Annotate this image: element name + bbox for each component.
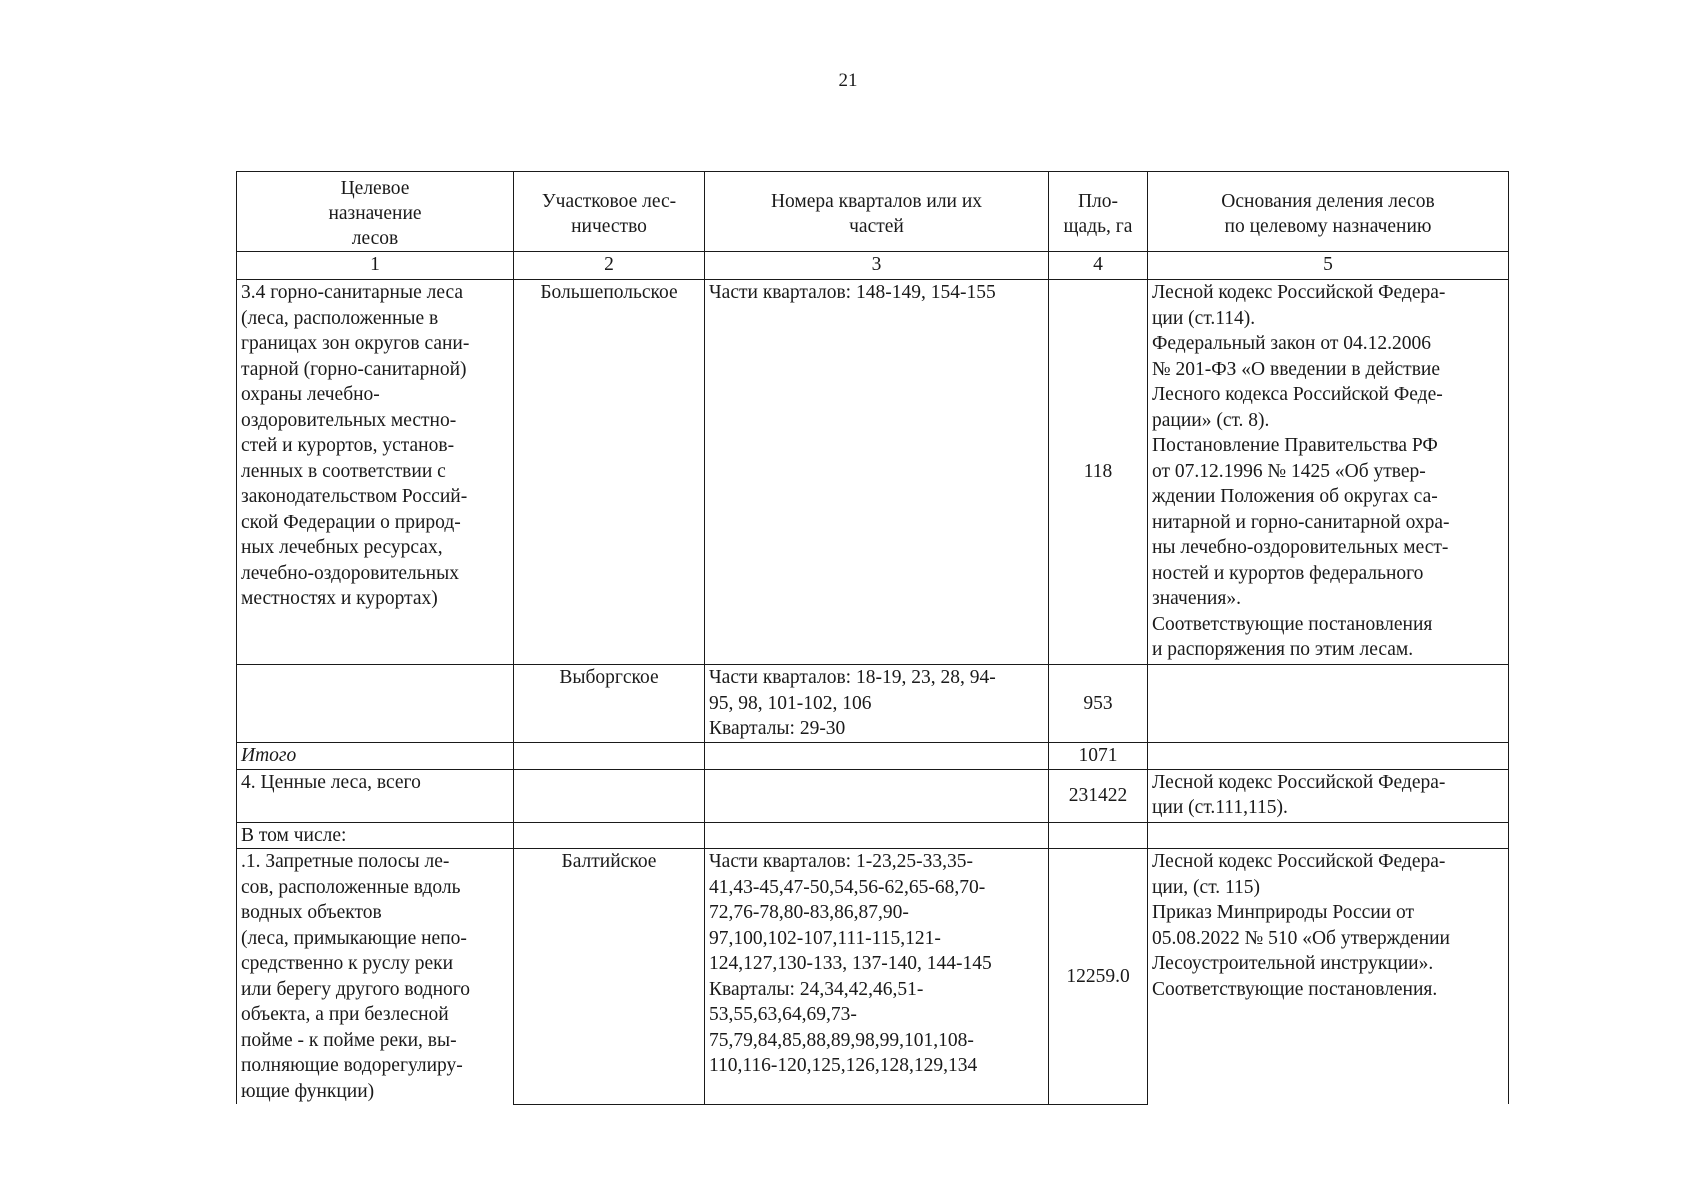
cell-purpose: В том числе: [237, 822, 514, 849]
cell-purpose: .1. Запретные полосы ле- сов, расположенные вдоль водных объектов (леса, примыкающие непо- средственно к руслу реки или берегу другого водного объекта, а при безлесной пойме - к пойме реки, вы- полняющие водорегулиру- ющие функции) [237, 849, 514, 1105]
table-row [237, 849, 1509, 1105]
table-row [237, 743, 1509, 770]
cell-forestry: Выборгское [514, 665, 705, 743]
cell-area: 12259.0 [1049, 849, 1148, 1105]
cell-basis: Лесной кодекс Российской Федера- ции, (ст. 115) Приказ Минприроды России от 05.08.2022 № 510 «Об утверждении Лесоустроительной инструкции». Соответствующие постановления. [1148, 849, 1509, 1105]
cell-purpose: 4. Ценные леса, всего [237, 769, 514, 822]
column-number-row [237, 252, 1509, 280]
cell-purpose: Итого [237, 743, 514, 770]
header-forestry: Участковое лес- ничество [514, 172, 705, 252]
cell-quarters: Части кварталов: 1-23,25-33,35- 41,43-45,47-50,54,56-62,65-68,70- 72,76-78,80-83,86,87,90- 97,100,102-107,111-115,121- 124,127,130-133, 137-140, 144-145 Кварталы: 24,34,42,46,51- 53,55,63,64,69,73- 75,79,84,85,88,89,98,99,101,108- 110,116-120,125,126,128,129,134 [705, 849, 1049, 1105]
column-number: 2 [514, 252, 705, 280]
column-number: 4 [1049, 252, 1148, 280]
header-row [237, 172, 1509, 252]
cell-forestry [514, 822, 705, 849]
cell-purpose: 3.4 горно-санитарные леса (леса, расположенные в границах зон округов сани- тарной (горно-санитарной) охраны лечебно- оздоровительных местно- стей и курортов, установ- ленных в соответствии с законодательством Россий- ской Федерации о природ- ных лечебных ресурсах, лечебно-оздоровительных местностях и курортах) [237, 280, 514, 665]
cell-forestry [514, 743, 705, 770]
column-number: 1 [237, 252, 514, 280]
cell-area: 231422 [1049, 769, 1148, 822]
forest-purpose-table [236, 171, 1509, 1105]
table-row [237, 822, 1509, 849]
cell-quarters [705, 769, 1049, 822]
cell-quarters: Части кварталов: 18-19, 23, 28, 94- 95, 98, 101-102, 106 Кварталы: 29-30 [705, 665, 1049, 743]
column-number: 3 [705, 252, 1049, 280]
cell-basis [1148, 822, 1509, 849]
table-row [237, 280, 1509, 665]
header-basis: Основания деления лесов по целевому назначению [1148, 172, 1509, 252]
header-area: Пло- щадь, га [1049, 172, 1148, 252]
cell-quarters: Части кварталов: 148-149, 154-155 [705, 280, 1049, 665]
page-number: 21 [838, 70, 858, 91]
cell-basis: Лесной кодекс Российской Федера- ции (ст.114). Федеральный закон от 04.12.2006 № 201-ФЗ «О введении в действие Лесного кодекса Российской Феде- рации» (ст. 8). Постановление Правительства РФ от 07.12.1996 № 1425 «Об утвер- ждении Положения об округах са- нитарной и горно-санитарной охра- ны лечебно-оздоровительных мест- ностей и курортов федерального значения». Соответствующие постановления и распоряжения по этим лесам. [1148, 280, 1509, 665]
cell-area: 953 [1049, 665, 1148, 743]
column-number: 5 [1148, 252, 1509, 280]
cell-purpose [237, 665, 514, 743]
header-quarters: Номера кварталов или их частей [705, 172, 1049, 252]
cell-area: 1071 [1049, 743, 1148, 770]
cell-area [1049, 822, 1148, 849]
cell-quarters [705, 822, 1049, 849]
header-purpose: Целевое назначение лесов [237, 172, 514, 252]
cell-basis [1148, 665, 1509, 743]
cell-basis [1148, 743, 1509, 770]
table-row [237, 769, 1509, 822]
cell-basis: Лесной кодекс Российской Федера- ции (ст.111,115). [1148, 769, 1509, 822]
cell-area: 118 [1049, 280, 1148, 665]
cell-forestry: Балтийское [514, 849, 705, 1105]
cell-forestry: Большепольское [514, 280, 705, 665]
cell-forestry [514, 769, 705, 822]
cell-quarters [705, 743, 1049, 770]
table-row [237, 665, 1509, 743]
